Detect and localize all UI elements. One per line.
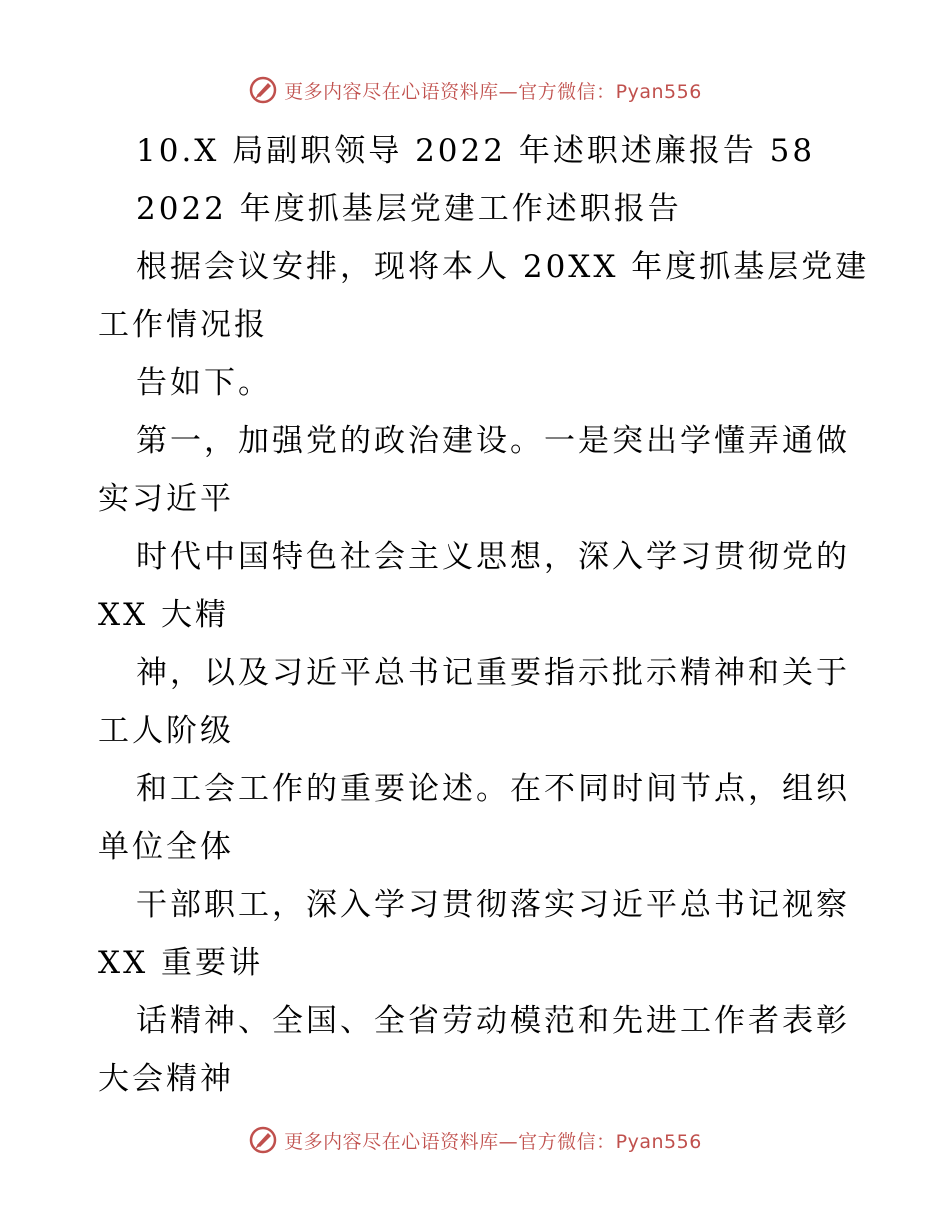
watermark-header (0, 70, 950, 110)
doc-line: 和工会工作的重要论述。在不同时间节点，组织 (136, 771, 850, 807)
brush-logo-icon (248, 1125, 278, 1155)
doc-line: 告如下。 (136, 365, 272, 401)
doc-line: 时代中国特色社会主义思想，深入学习贯彻党的 (136, 539, 850, 575)
doc-line: 实习近平 (98, 481, 234, 517)
doc-line: 工作情况报 (98, 307, 268, 343)
doc-line: 神，以及习近平总书记重要指示批示精神和关于 (136, 655, 850, 691)
watermark-text: 更多内容尽在心语资料库—官方微信：Pyan556 (284, 80, 702, 103)
doc-line: XX 大精 (98, 597, 229, 633)
doc-line: 根据会议安排，现将本人 20XX 年度抓基层党建 (136, 249, 870, 285)
doc-line: 10.X 局副职领导 2022 年述职述廉报告 58 (136, 133, 816, 169)
doc-line: 工人阶级 (98, 713, 234, 749)
doc-title: 2022 年度抓基层党建工作述职报告 (136, 191, 682, 227)
doc-line: 单位全体 (98, 829, 234, 865)
brush-logo-icon (248, 75, 278, 105)
watermark-footer (0, 1120, 950, 1160)
doc-line: 大会精神 (98, 1061, 234, 1097)
doc-line: XX 重要讲 (98, 945, 263, 981)
watermark-text: 更多内容尽在心语资料库—官方微信：Pyan556 (284, 1130, 702, 1153)
doc-line: 干部职工，深入学习贯彻落实习近平总书记视察 (136, 887, 850, 923)
doc-line: 第一，加强党的政治建设。一是突出学懂弄通做 (136, 423, 850, 459)
document-body (98, 122, 870, 1108)
doc-line: 话精神、全国、全省劳动模范和先进工作者表彰 (136, 1003, 850, 1039)
